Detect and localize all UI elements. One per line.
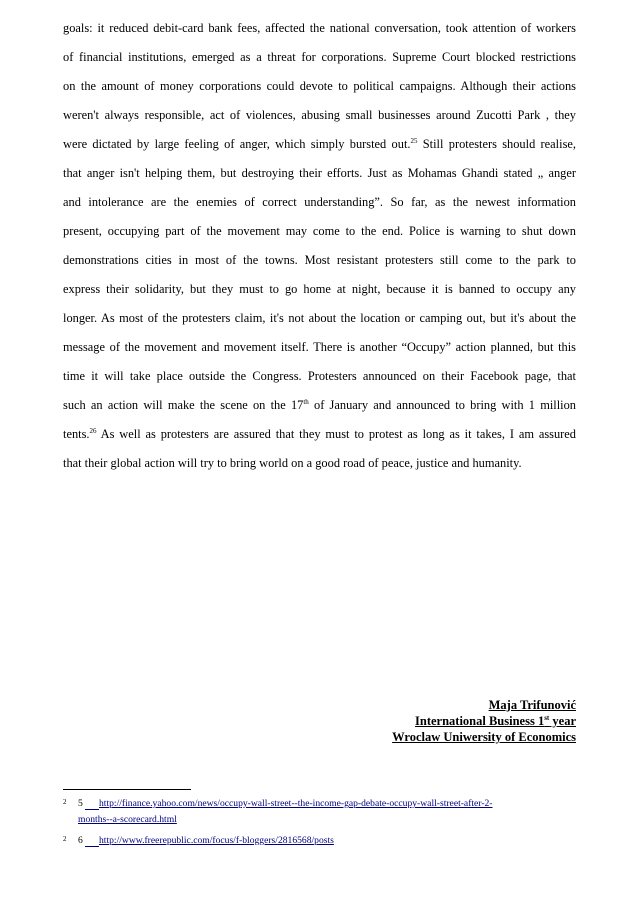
text-line: demonstrations cities in most of the towns. Most resistant protesters still come to the park to [63, 253, 576, 267]
footnote-link[interactable] [99, 797, 579, 811]
text-segment: of January and announced to bring with 1 million [308, 398, 576, 412]
text-segment: Still protesters should realise, [417, 137, 576, 151]
footnote-mark: 2 [63, 835, 67, 843]
footnote-ref-25[interactable]: 25 [410, 136, 418, 145]
text-segment: such an action will make the scene on the 17 [63, 398, 304, 412]
footnote-ref-26[interactable]: 26 [89, 426, 97, 435]
program-text: International Business 1 [415, 714, 545, 728]
text-line: weren't always responsible, act of violences, abusing small businesses around Zucotti Park , they [63, 108, 576, 122]
text-segment: were dictated by large feeling of anger, which simply bursted out. [63, 137, 411, 151]
text-line: time it will take place outside the Congress. Protesters announced on their Facebook page, that [63, 369, 576, 383]
footnote-number: 5 [78, 798, 83, 809]
link-underline-gap [85, 834, 99, 847]
text-line: longer. As most of the protesters claim, it's not about the location or camping out, but it's about the [63, 311, 576, 325]
text-segment: tents. [63, 427, 90, 441]
text-line: express their solidarity, but they must to go home at night, because it is banned to occupy any [63, 282, 576, 296]
text-line: present, occupying part of the movement may come to the end. Police is warning to shut down [63, 224, 576, 238]
footnote-separator [63, 789, 191, 790]
superscript-th: th [303, 397, 309, 406]
footnote-mark: 2 [63, 798, 67, 806]
author-program [392, 713, 576, 729]
text-line: that anger isn't helping them, but destroying their efforts. Just as Mohamas Ghandi stated „ anger [63, 166, 576, 180]
program-text: year [549, 714, 576, 728]
text-line: on the amount of money corporations could devote to political campaigns. Although their actions [63, 79, 576, 93]
footnote-number: 6 [78, 835, 83, 846]
text-line [63, 420, 576, 449]
text-segment: As well as protesters are assured that they must to protest as long as it takes, I am assured [96, 427, 576, 441]
text-line: and intolerance are the enemies of correct understanding”. So far, as the newest information [63, 195, 576, 209]
footnote-link-text[interactable]: http://finance.yahoo.com/news/occupy-wall-street--the-income-gap-debate-occupy-wall-street-after-2- [99, 798, 493, 809]
link-underline-gap [85, 797, 99, 810]
text-line: message of the movement and movement itself. There is another “Occupy” action planned, but this [63, 340, 576, 354]
superscript-st: st [544, 713, 550, 722]
footnote-link-continued[interactable]: months--a-scorecard.html [78, 814, 177, 825]
text-line: that their global action will try to bring world on a good road of peace, justice and humanity. [63, 456, 522, 470]
text-line: goals: it reduced debit-card bank fees, affected the national conversation, took attention of workers [63, 21, 576, 35]
text-line [63, 391, 576, 420]
author-name: Maja Trifunović [488, 698, 576, 712]
author-university: Wroclaw Uniwersity of Economics [392, 730, 576, 744]
footnote-link[interactable]: http://www.freerepublic.com/focus/f-bloggers/2816568/posts [99, 835, 334, 846]
text-line: of financial institutions, emerged as a threat for corporations. Supreme Court blocked restrictions [63, 50, 576, 64]
text-line [63, 130, 576, 159]
signature-block [392, 697, 576, 745]
body-paragraph [63, 14, 576, 478]
